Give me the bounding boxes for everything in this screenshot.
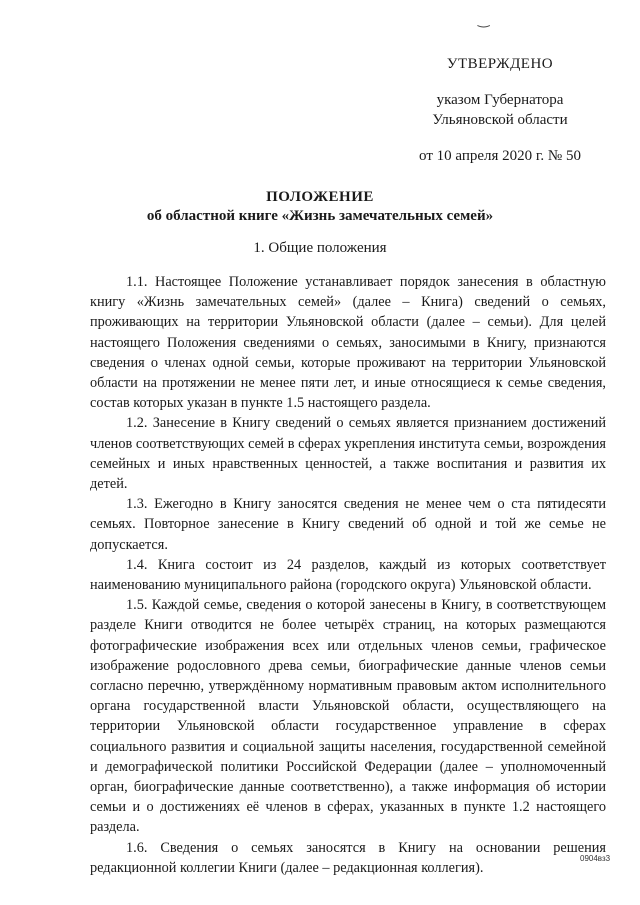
document-title: ПОЛОЖЕНИЕ (266, 189, 374, 205)
handwritten-mark: ‿ (478, 13, 490, 28)
document-body (90, 272, 606, 878)
paragraph-1-2: 1.2. Занесение в Книгу сведений о семьях является признанием достижений членов соответствующих семей в сферах укрепления института семьи, возрождения семейных и иных нравственных ценностей, а также воспитания и развития их детей. (90, 415, 606, 493)
approval-line-1: указом Губернатора (436, 92, 564, 108)
approval-stamp: УТВЕРЖДЕНО (446, 56, 554, 72)
paragraph-1-4: 1.4. Книга состоит из 24 разделов, каждый из которых соответствует наименованию муниципального района (городского округа) Ульяновской области. (90, 556, 606, 594)
title-block (0, 188, 640, 226)
paragraph-1-3: 1.3. Ежегодно в Книгу заносятся сведения не менее чем о ста пятидесяти семьях. Повторное занесение в Книгу сведений об одной и той же семье не допускается. (90, 496, 606, 553)
paragraph-1-1: 1.1. Настоящее Положение устанавливает порядок занесения в областную книгу «Жизнь замечательных семей» (далее – Книга) сведений о семьях, проживающих на территории Ульяновской области (далее – семьи). Для целей настоящего Положения сведениями о семьях, заносимыми в Книгу, признаются сведения о членах одной семьи, которые проживают на территории Ульяновской области на протяжении не менее пяти лет, и иные относящиеся к семье сведения, состав которых указан в пункте 1.5 настоящего раздела. (90, 274, 606, 412)
section-heading: 1. Общие положения (253, 240, 387, 256)
document-subtitle: об областной книге «Жизнь замечательных семей» (146, 208, 494, 224)
approval-date: от 10 апреля 2020 г. № 50 (419, 148, 581, 164)
footer-code: 0904вз3 (580, 854, 611, 863)
approval-line-2: Ульяновской области (432, 112, 568, 128)
approval-block (400, 54, 600, 166)
paragraph-1-6: 1.6. Сведения о семьях заносятся в Книгу на основании решения редакционной коллегии Книги (далее – редакционная коллегия). (90, 839, 606, 876)
paragraph-1-5: 1.5. Каждой семье, сведения о которой занесены в Книгу, в соответствующем разделе Книги отводится не более четырёх страниц, на которых размещаются фотографические изображения всех или отдельных членов семьи, графическое изображение родословного древа семьи, биографические данные членов семьи согласно перечню, утверждённому нормативным правовым актом исполнительного органа государственной власти Ульяновской области, осуществляющего на территории Ульяновской области государственное управление в сферах социального развития и социальной защиты населения, государственной семейной и демографической политики Российской Федерации (далее – уполномоченный орган, биографические данные соответственно), а также информация об истории семьи и о достижениях её членов в сферах, указанных в пункте 1.2 настоящего раздела. (90, 597, 606, 836)
